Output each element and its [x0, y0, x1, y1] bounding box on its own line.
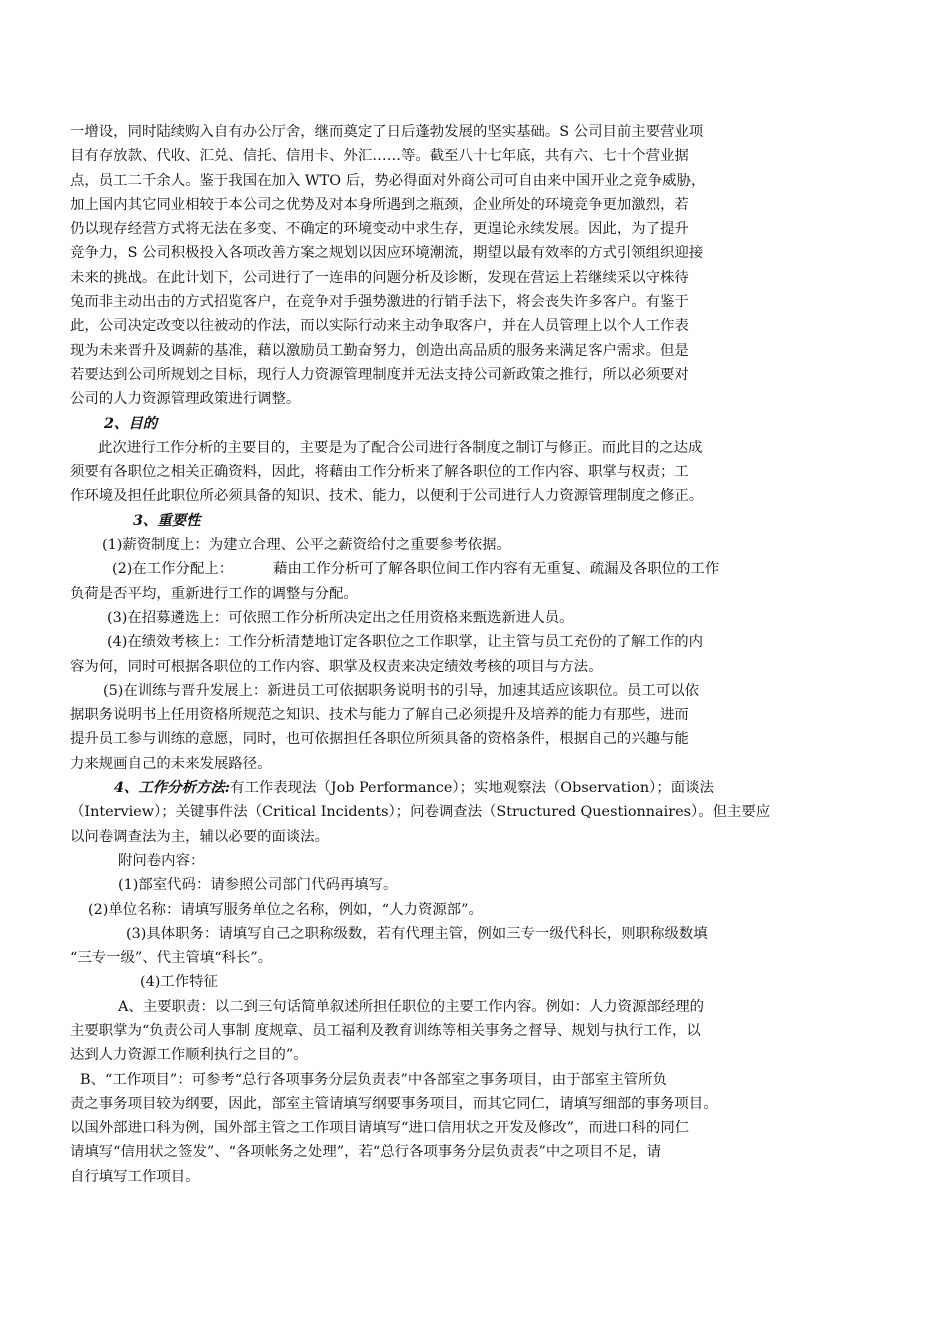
- text-line: 自行填写工作项目。: [70, 1168, 200, 1185]
- item-label: (2)在工作分配上：: [112, 561, 234, 578]
- section-heading-text: 4、工作分析方法:: [114, 779, 231, 797]
- text-line: 主要职掌为“负责公司人事制 度规章、员工福利及教育训练等相关事务之督导、规划与执行工作，以: [70, 1022, 701, 1039]
- text-line: 附问卷内容：: [118, 852, 205, 869]
- text-line: 竞争力，S 公司积极投入各项改善方案之规划以因应环境潮流，期望以最有效率的方式引领组织迎接: [70, 245, 704, 262]
- work-feature-b: [70, 1068, 810, 1189]
- importance-item-2: [70, 557, 810, 606]
- importance-item-5: [70, 679, 810, 776]
- text-line: 加上国内其它同业相较于本公司之优势及对本身所遇到之瓶颈，企业所处的环境竞争更加激烈，若: [70, 196, 689, 213]
- section-heading-purpose: [70, 412, 810, 436]
- questionnaire-item-1: [70, 873, 810, 897]
- document-page: [70, 120, 810, 1189]
- text-line: 公司的人力资源管理政策进行调整。: [70, 391, 301, 408]
- text-line: 点，员工二千余人。鉴于我国在加入 WTO 后，势必得面对外商公司可自由来中国开业之竞争威胁，: [70, 172, 706, 189]
- text-line: (3)在招募遴选上：可依照工作分析所决定出之任用资格来甄选新进人员。: [107, 609, 574, 626]
- purpose-paragraph: [70, 436, 810, 509]
- text-line: 仍以现存经营方式将无法在多变、不确定的环境变动中求生存，更遑论永续发展。因此，为了提升: [70, 221, 689, 238]
- text-line: (1)薪资制度上：为建立合理、公平之薪资给付之重要参考依据。: [102, 537, 511, 554]
- importance-item-3: [70, 606, 810, 630]
- text-line: (4)工作特征: [140, 974, 218, 991]
- methods-text: 有工作表现法（Job Performance）；实地观察法（Observation）；面谈法: [230, 780, 714, 797]
- intro-paragraph: [70, 120, 810, 412]
- item-text: 藉由工作分析可了解各职位间工作内容有无重复、疏漏及各职位的工作: [273, 561, 720, 578]
- text-line: [70, 776, 810, 800]
- questionnaire-title: [70, 849, 810, 873]
- text-line: 现为未来晋升及调薪的基准，藉以激励员工勤奋努力，创造出高品质的服务来满足客户需求。但是: [70, 342, 689, 359]
- text-line: 以问卷调查法为主，辅以必要的面谈法。: [70, 828, 330, 845]
- text-line: 请填写“信用状之签发”、“各项帐务之处理”，若“总行各项事务分层负责表”中之项目不足，请: [70, 1144, 661, 1161]
- text-line: 此次进行工作分析的主要目的，主要是为了配合公司进行各制度之制订与修正。而此目的之达成: [98, 439, 703, 456]
- text-line: 提升员工参与训练的意愿，同时，也可依据担任各职位所须具备的资格条件，根据自己的兴趣与能: [70, 731, 689, 748]
- text-line: 作环境及担任此职位所必须具备的知识、技术、能力，以便利于公司进行人力资源管理制度之修正。: [70, 488, 704, 505]
- text-line: 以国外部进口科为例，国外部主管之工作项目请填写“进口信用状之开发及修改”，而进口科的同仁: [70, 1120, 690, 1137]
- text-line: 容为何，同时可根据各职位的工作内容、职掌及权责来决定绩效考核的项目与方法。: [70, 658, 603, 675]
- text-line: 未来的挑战。在此计划下，公司进行了一连串的问题分析及诊断，发现在营运上若继续采以守株待: [70, 269, 689, 286]
- text-line: A、主要职责：以二到三句话简单叙述所担任职位的主要工作内容。例如：人力资源部经理的: [118, 998, 705, 1015]
- text-line: 力来规画自己的未来发展路径。: [70, 755, 272, 772]
- text-line: 达到人力资源工作顺利执行之目的”。: [70, 1047, 308, 1064]
- text-line: 此，公司决定改变以往被动的作法，而以实际行动来主动争取客户，并在人员管理上以个人工作表: [70, 318, 689, 335]
- text-line: (4)在绩效考核上：工作分析清楚地订定各职位之工作职掌，让主管与员工充份的了解工作的内: [107, 634, 704, 651]
- section-heading-importance: [70, 509, 810, 533]
- text-line: (1)部室代码：请参照公司部门代码再填写。: [118, 877, 398, 894]
- importance-item-4: [70, 630, 810, 679]
- text-line: 据职务说明书上任用资格所规范之知识、技术与能力了解自己必须提升及培养的能力有那些，进而: [70, 707, 689, 724]
- text-line: “三专一级”、代主管填“科长”。: [70, 950, 273, 967]
- text-line: 目有存放款、代收、汇兑、信托、信用卡、外汇……等。截至八十七年底，共有六、七十个营业据: [70, 148, 689, 165]
- questionnaire-item-3: [70, 922, 810, 971]
- importance-item-1: [70, 533, 810, 557]
- methods-paragraph: [70, 776, 810, 849]
- section-heading-text: 2、目的: [104, 414, 158, 432]
- text-line: 若要达到公司所规划之目标，现行人力资源管理制度并无法支持公司新政策之推行，所以必须要对: [70, 366, 689, 383]
- questionnaire-item-2: [70, 898, 810, 922]
- work-feature-a: [70, 995, 810, 1068]
- section-heading-text: 3、重要性: [133, 511, 201, 529]
- text-line: (3)具体职务：请填写自己之职称级数，若有代理主管，例如三专一级代科长，则职称级数填: [126, 925, 708, 942]
- text-line: （Interview）；关键事件法（Critical Incidents）；问卷调查法（Structured Questionnaires）。但主要应: [70, 804, 771, 821]
- text-line: 一增设，同时陆续购入自有办公厅舍，继而奠定了日后蓬勃发展的坚实基础。S 公司目前主要营业项: [70, 124, 704, 140]
- text-line: B、“工作项目”：可参考“总行各项事务分层负责表”中各部室之事务项目，由于部室主管所负: [80, 1071, 667, 1088]
- text-line: 责之事务项目较为纲要，因此，部室主管请填写纲要事务项目，而其它同仁，请填写细部的事务项目。: [70, 1095, 718, 1112]
- text-line: (2)单位名称：请填写服务单位之名称，例如，“人力资源部”。: [88, 901, 483, 918]
- text-line: 须要有各职位之相关正确资料，因此，将藉由工作分析来了解各职位的工作内容、职掌与权责；工: [70, 464, 689, 481]
- text-line: 负荷是否平均，重新进行工作的调整与分配。: [70, 585, 358, 602]
- text-line: [70, 557, 810, 581]
- questionnaire-item-4: [70, 970, 810, 994]
- text-line: 兔而非主动出击的方式招览客户，在竞争对手强势激进的行销手法下，将会丧失许多客户。有鉴于: [70, 294, 689, 311]
- text-line: (5)在训练与晋升发展上：新进员工可依据职务说明书的引导，加速其适应该职位。员工可以依: [103, 682, 700, 699]
